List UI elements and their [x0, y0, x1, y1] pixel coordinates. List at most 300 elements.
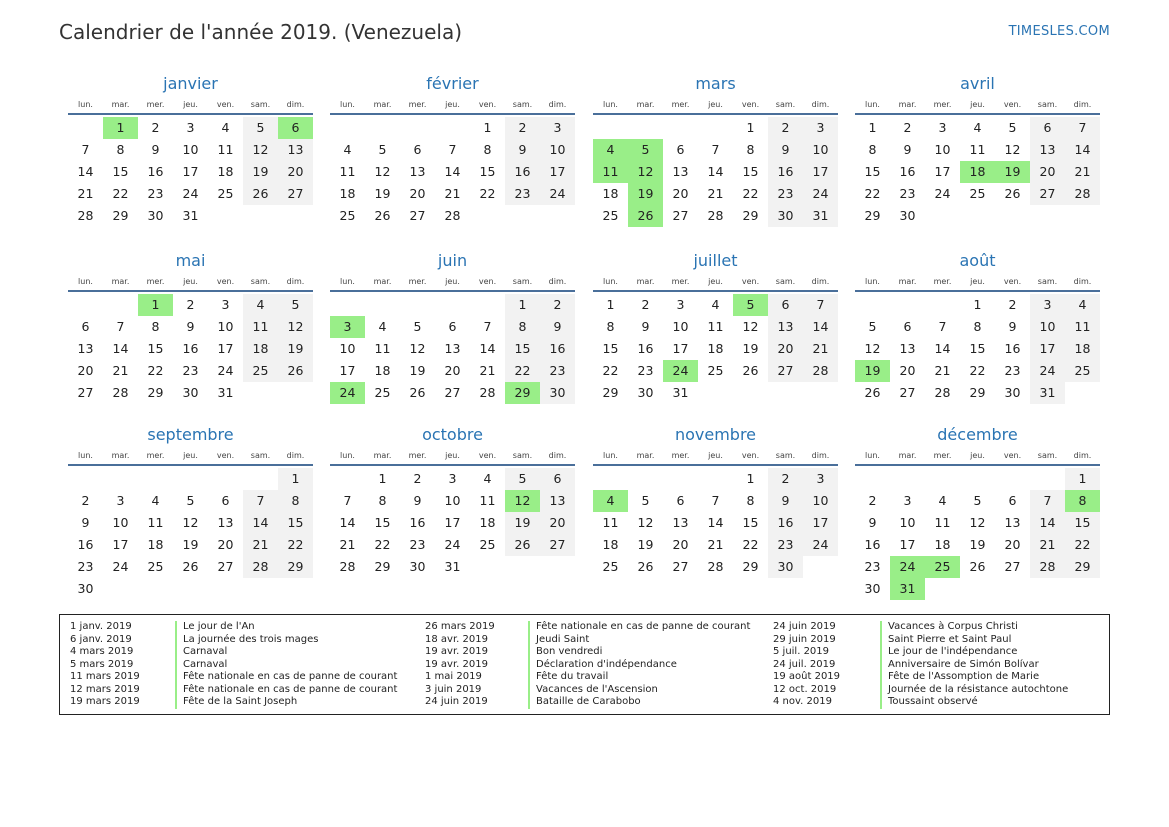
empty-cell [103, 468, 138, 490]
day-cell: 23 [768, 534, 803, 556]
weekday-header [330, 446, 575, 466]
empty-cell [173, 578, 208, 600]
day-cell: 4 [1065, 294, 1100, 316]
day-cell: 1 [868, 120, 877, 135]
empty-cell [960, 468, 995, 490]
day-cell: 6 [448, 319, 457, 334]
day-cell: 5 [505, 468, 540, 490]
day-cell: 7 [448, 142, 457, 157]
holiday-name: Anniversaire de Simón Bolívar [880, 659, 1039, 672]
day-cell: 15 [602, 341, 619, 356]
holiday-name: Bon vendredi [528, 646, 602, 659]
weekday-label: jeu. [183, 276, 198, 286]
day-cell: 17 [444, 515, 461, 530]
day-cell: 22 [278, 534, 313, 556]
empty-cell [103, 294, 138, 316]
empty-cell [400, 294, 435, 316]
weekday-label: lun. [603, 450, 618, 460]
day-cell: 5 [413, 319, 422, 334]
day-grid [68, 294, 313, 404]
day-cell: 8 [868, 142, 877, 157]
empty-cell [365, 294, 400, 316]
day-cell: 26 [628, 205, 663, 227]
weekday-label: lun. [78, 450, 93, 460]
empty-cell [890, 294, 925, 316]
day-cell: 2 [768, 117, 803, 139]
day-grid [330, 468, 575, 578]
month-name: janvier [163, 74, 218, 93]
day-cell: 4 [483, 471, 492, 486]
month-name: novembre [674, 425, 757, 444]
weekday-label: sam. [1037, 99, 1058, 109]
day-cell: 12 [278, 316, 313, 338]
day-cell: 16 [864, 537, 881, 552]
day-cell: 13 [1004, 515, 1021, 530]
day-cell: 18 [243, 338, 278, 360]
day-cell: 18 [1065, 338, 1100, 360]
weekday-label: mer. [671, 450, 690, 460]
day-cell: 26 [505, 534, 540, 556]
day-cell: 26 [637, 559, 654, 574]
day-cell: 30 [864, 581, 881, 596]
day-cell: 3 [938, 120, 947, 135]
day-cell: 8 [505, 316, 540, 338]
day-cell: 22 [1065, 534, 1100, 556]
weekday-label: mer. [933, 99, 952, 109]
day-cell: 10 [339, 341, 356, 356]
empty-cell [138, 578, 173, 600]
day-cell: 19 [243, 161, 278, 183]
day-cell: 21 [707, 186, 724, 201]
day-cell: 29 [505, 382, 540, 404]
day-cell: 28 [112, 385, 129, 400]
day-cell: 1 [973, 297, 982, 312]
day-cell: 20 [217, 537, 234, 552]
weekday-label: mer. [933, 276, 952, 286]
day-cell: 17 [182, 164, 199, 179]
day-cell: 15 [969, 341, 986, 356]
day-cell: 14 [479, 341, 496, 356]
month-name: avril [960, 74, 995, 93]
day-cell: 8 [1065, 490, 1100, 512]
day-cell: 15 [505, 338, 540, 360]
month-1 [68, 73, 313, 227]
day-cell: 28 [479, 385, 496, 400]
empty-cell [435, 117, 470, 139]
day-cell: 13 [1030, 139, 1065, 161]
weekday-label: sam. [775, 450, 796, 460]
day-cell: 4 [938, 493, 947, 508]
day-cell: 3 [803, 117, 838, 139]
day-cell: 24 [330, 382, 365, 404]
day-cell: 2 [81, 493, 90, 508]
holiday-date: 1 mai 2019 [425, 671, 482, 682]
day-grid [330, 294, 575, 404]
day-cell: 20 [1030, 161, 1065, 183]
empty-cell [803, 382, 838, 404]
day-cell: 1 [746, 471, 755, 486]
day-cell: 3 [221, 297, 230, 312]
day-cell: 11 [479, 493, 496, 508]
day-cell: 14 [444, 164, 461, 179]
day-cell: 15 [742, 515, 759, 530]
day-cell: 10 [934, 142, 951, 157]
day-cell: 31 [890, 578, 925, 600]
day-cell: 14 [339, 515, 356, 530]
day-cell: 25 [243, 360, 278, 382]
day-cell: 20 [768, 338, 803, 360]
day-cell: 17 [217, 341, 234, 356]
month-name: mai [175, 251, 206, 270]
weekday-label: dim. [548, 99, 567, 109]
day-cell: 22 [147, 363, 164, 378]
day-cell: 5 [243, 117, 278, 139]
day-cell: 15 [147, 341, 164, 356]
day-cell: 20 [1004, 537, 1021, 552]
day-cell: 1 [278, 468, 313, 490]
empty-cell [470, 556, 505, 578]
day-cell: 18 [960, 161, 995, 183]
day-cell: 1 [103, 117, 138, 139]
empty-cell [663, 468, 698, 490]
day-grid [855, 468, 1100, 600]
weekday-label: dim. [1073, 276, 1092, 286]
day-cell: 27 [444, 385, 461, 400]
day-cell: 12 [409, 341, 426, 356]
day-cell: 25 [1065, 360, 1100, 382]
day-cell: 28 [243, 556, 278, 578]
day-cell: 8 [746, 142, 755, 157]
day-cell: 20 [540, 512, 575, 534]
day-cell: 31 [182, 208, 199, 223]
day-cell: 12 [1004, 142, 1021, 157]
month-8 [855, 250, 1100, 404]
day-cell: 29 [374, 559, 391, 574]
day-cell: 26 [969, 559, 986, 574]
day-cell: 28 [444, 208, 461, 223]
weekday-label: sam. [250, 99, 271, 109]
day-cell: 28 [803, 360, 838, 382]
day-cell: 18 [339, 186, 356, 201]
day-grid [593, 117, 838, 227]
weekday-label: mer. [671, 99, 690, 109]
day-cell: 19 [995, 161, 1030, 183]
day-cell: 28 [339, 559, 356, 574]
weekday-label: sam. [512, 276, 533, 286]
day-cell: 10 [672, 319, 689, 334]
weekday-label: mar. [111, 276, 130, 286]
day-cell: 30 [768, 205, 803, 227]
holiday-date: 1 janv. 2019 [70, 621, 132, 632]
day-cell: 24 [112, 559, 129, 574]
day-cell: 4 [593, 490, 628, 512]
weekday-label: lun. [865, 99, 880, 109]
day-cell: 22 [602, 363, 619, 378]
weekday-label: mar. [111, 99, 130, 109]
day-cell: 15 [742, 164, 759, 179]
day-cell: 9 [1008, 319, 1017, 334]
weekday-label: ven. [216, 276, 235, 286]
weekday-label: mer. [146, 450, 165, 460]
empty-cell [1030, 468, 1065, 490]
empty-cell [593, 117, 628, 139]
day-cell: 24 [934, 186, 951, 201]
day-cell: 3 [803, 468, 838, 490]
weekday-label: mar. [636, 276, 655, 286]
day-cell: 10 [540, 139, 575, 161]
empty-cell [768, 382, 803, 404]
day-cell: 25 [707, 363, 724, 378]
day-cell: 8 [116, 142, 125, 157]
weekday-label: lun. [865, 276, 880, 286]
day-cell: 1 [483, 120, 492, 135]
empty-cell [995, 578, 1030, 600]
day-cell: 19 [278, 338, 313, 360]
weekday-label: mer. [933, 450, 952, 460]
day-cell: 10 [803, 490, 838, 512]
day-cell: 26 [864, 385, 881, 400]
day-cell: 25 [374, 385, 391, 400]
day-cell: 21 [243, 534, 278, 556]
day-cell: 26 [182, 559, 199, 574]
empty-cell [698, 382, 733, 404]
holiday-date: 19 avr. 2019 [425, 658, 488, 670]
month-name: juillet [693, 251, 738, 270]
weekday-label: lun. [340, 276, 355, 286]
empty-cell [103, 578, 138, 600]
day-cell: 25 [339, 208, 356, 223]
empty-cell [628, 468, 663, 490]
month-3 [593, 73, 838, 227]
weekday-label: dim. [1073, 450, 1092, 460]
day-cell: 5 [186, 493, 195, 508]
weekday-label: mar. [373, 99, 392, 109]
day-cell: 3 [448, 471, 457, 486]
weekday-label: sam. [775, 99, 796, 109]
weekday-header [855, 446, 1100, 466]
day-cell: 5 [641, 493, 650, 508]
weekday-label: jeu. [183, 99, 198, 109]
day-cell: 19 [969, 537, 986, 552]
day-cell: 25 [602, 559, 619, 574]
month-9 [68, 424, 313, 600]
month-name: décembre [937, 425, 1018, 444]
weekday-label: sam. [512, 99, 533, 109]
weekday-label: dim. [1073, 99, 1092, 109]
day-cell: 25 [147, 559, 164, 574]
day-cell: 31 [1030, 382, 1065, 404]
day-grid [593, 468, 838, 578]
day-cell: 4 [243, 294, 278, 316]
day-cell: 11 [593, 161, 628, 183]
day-cell: 30 [147, 208, 164, 223]
weekday-label: lun. [603, 99, 618, 109]
weekday-label: mar. [373, 276, 392, 286]
day-cell: 23 [77, 559, 94, 574]
day-cell: 6 [540, 468, 575, 490]
empty-cell [540, 556, 575, 578]
day-cell: 21 [77, 186, 94, 201]
day-cell: 27 [217, 559, 234, 574]
holiday-legend [59, 614, 1110, 715]
day-cell: 24 [217, 363, 234, 378]
weekday-label: mer. [408, 276, 427, 286]
weekday-header [593, 446, 838, 466]
day-cell: 20 [672, 537, 689, 552]
day-cell: 21 [934, 363, 951, 378]
weekday-header [855, 272, 1100, 292]
weekday-header [593, 95, 838, 115]
weekday-label: mer. [146, 99, 165, 109]
day-cell: 28 [77, 208, 94, 223]
day-cell: 20 [444, 363, 461, 378]
day-cell: 6 [278, 117, 313, 139]
day-cell: 25 [925, 556, 960, 578]
month-6 [330, 250, 575, 404]
day-cell: 29 [112, 208, 129, 223]
day-cell: 21 [1030, 534, 1065, 556]
weekday-label: sam. [775, 276, 796, 286]
holiday-date: 19 août 2019 [773, 671, 841, 682]
day-cell: 22 [864, 186, 881, 201]
day-cell: 20 [899, 363, 916, 378]
day-cell: 25 [969, 186, 986, 201]
weekday-label: sam. [1037, 276, 1058, 286]
weekday-label: jeu. [183, 450, 198, 460]
day-cell: 28 [1065, 183, 1100, 205]
weekday-label: mer. [408, 99, 427, 109]
day-cell: 13 [444, 341, 461, 356]
day-cell: 17 [672, 341, 689, 356]
day-cell: 16 [1004, 341, 1021, 356]
day-cell: 23 [637, 363, 654, 378]
empty-cell [995, 468, 1030, 490]
weekday-label: lun. [78, 276, 93, 286]
day-cell: 6 [676, 142, 685, 157]
day-cell: 7 [243, 490, 278, 512]
weekday-header [855, 95, 1100, 115]
weekday-label: sam. [250, 450, 271, 460]
day-grid [593, 294, 838, 404]
day-cell: 18 [934, 537, 951, 552]
weekday-label: mar. [111, 450, 130, 460]
empty-cell [663, 117, 698, 139]
holiday-name: Le jour de l'An [175, 621, 255, 634]
month-4 [855, 73, 1100, 227]
day-cell: 13 [540, 490, 575, 512]
holiday-name: Fête de l'Assomption de Marie [880, 671, 1039, 684]
holiday-date: 3 juin 2019 [425, 683, 482, 695]
empty-cell [400, 117, 435, 139]
day-cell: 22 [742, 537, 759, 552]
day-cell: 24 [182, 186, 199, 201]
day-cell: 1 [378, 471, 387, 486]
holiday-name: Fête du travail [528, 671, 608, 684]
day-cell: 9 [413, 493, 422, 508]
holiday-name: Saint Pierre et Saint Paul [880, 634, 1011, 647]
holiday-date: 12 mars 2019 [70, 683, 140, 695]
day-cell: 19 [637, 537, 654, 552]
day-cell: 14 [1030, 512, 1065, 534]
holiday-date: 4 nov. 2019 [773, 696, 832, 707]
empty-cell [435, 294, 470, 316]
weekday-label: mer. [146, 276, 165, 286]
day-cell: 31 [217, 385, 234, 400]
empty-cell [278, 578, 313, 600]
month-name: octobre [422, 425, 483, 444]
day-cell: 19 [855, 360, 890, 382]
empty-cell [208, 468, 243, 490]
day-cell: 20 [77, 363, 94, 378]
empty-cell [470, 294, 505, 316]
weekday-header [68, 95, 313, 115]
empty-cell [698, 117, 733, 139]
day-cell: 8 [973, 319, 982, 334]
day-cell: 22 [742, 186, 759, 201]
day-cell: 18 [602, 537, 619, 552]
day-cell: 17 [1030, 338, 1065, 360]
weekday-label: ven. [741, 450, 760, 460]
day-cell: 11 [934, 515, 951, 530]
day-cell: 16 [77, 537, 94, 552]
empty-cell [540, 205, 575, 227]
day-cell: 13 [77, 341, 94, 356]
empty-cell [855, 294, 890, 316]
day-cell: 21 [1065, 161, 1100, 183]
day-cell: 9 [868, 515, 877, 530]
empty-cell [698, 468, 733, 490]
day-cell: 4 [711, 297, 720, 312]
empty-cell [803, 556, 838, 578]
day-cell: 11 [707, 319, 724, 334]
day-cell: 2 [151, 120, 160, 135]
weekday-label: lun. [865, 450, 880, 460]
weekday-label: lun. [340, 99, 355, 109]
empty-cell [208, 205, 243, 227]
empty-cell [890, 468, 925, 490]
day-cell: 10 [1030, 316, 1065, 338]
day-cell: 5 [378, 142, 387, 157]
day-cell: 3 [676, 297, 685, 312]
weekday-label: dim. [811, 99, 830, 109]
day-cell: 30 [1004, 385, 1021, 400]
weekday-label: mar. [636, 450, 655, 460]
day-cell: 14 [707, 164, 724, 179]
day-cell: 18 [217, 164, 234, 179]
day-cell: 10 [899, 515, 916, 530]
weekday-label: lun. [78, 99, 93, 109]
empty-cell [173, 468, 208, 490]
weekday-label: ven. [1003, 99, 1022, 109]
day-cell: 11 [969, 142, 986, 157]
month-12 [855, 424, 1100, 600]
site-link[interactable]: TIMESLES.COM [1008, 24, 1110, 39]
day-cell: 25 [602, 208, 619, 223]
day-cell: 13 [217, 515, 234, 530]
day-cell: 19 [182, 537, 199, 552]
day-cell: 4 [378, 319, 387, 334]
empty-cell [925, 205, 960, 227]
day-cell: 5 [278, 294, 313, 316]
day-cell: 1 [505, 294, 540, 316]
day-cell: 14 [803, 316, 838, 338]
empty-cell [68, 294, 103, 316]
day-cell: 26 [409, 385, 426, 400]
weekday-label: mar. [636, 99, 655, 109]
day-cell: 4 [973, 120, 982, 135]
holiday-date: 24 juil. 2019 [773, 658, 836, 670]
month-name: septembre [147, 425, 234, 444]
